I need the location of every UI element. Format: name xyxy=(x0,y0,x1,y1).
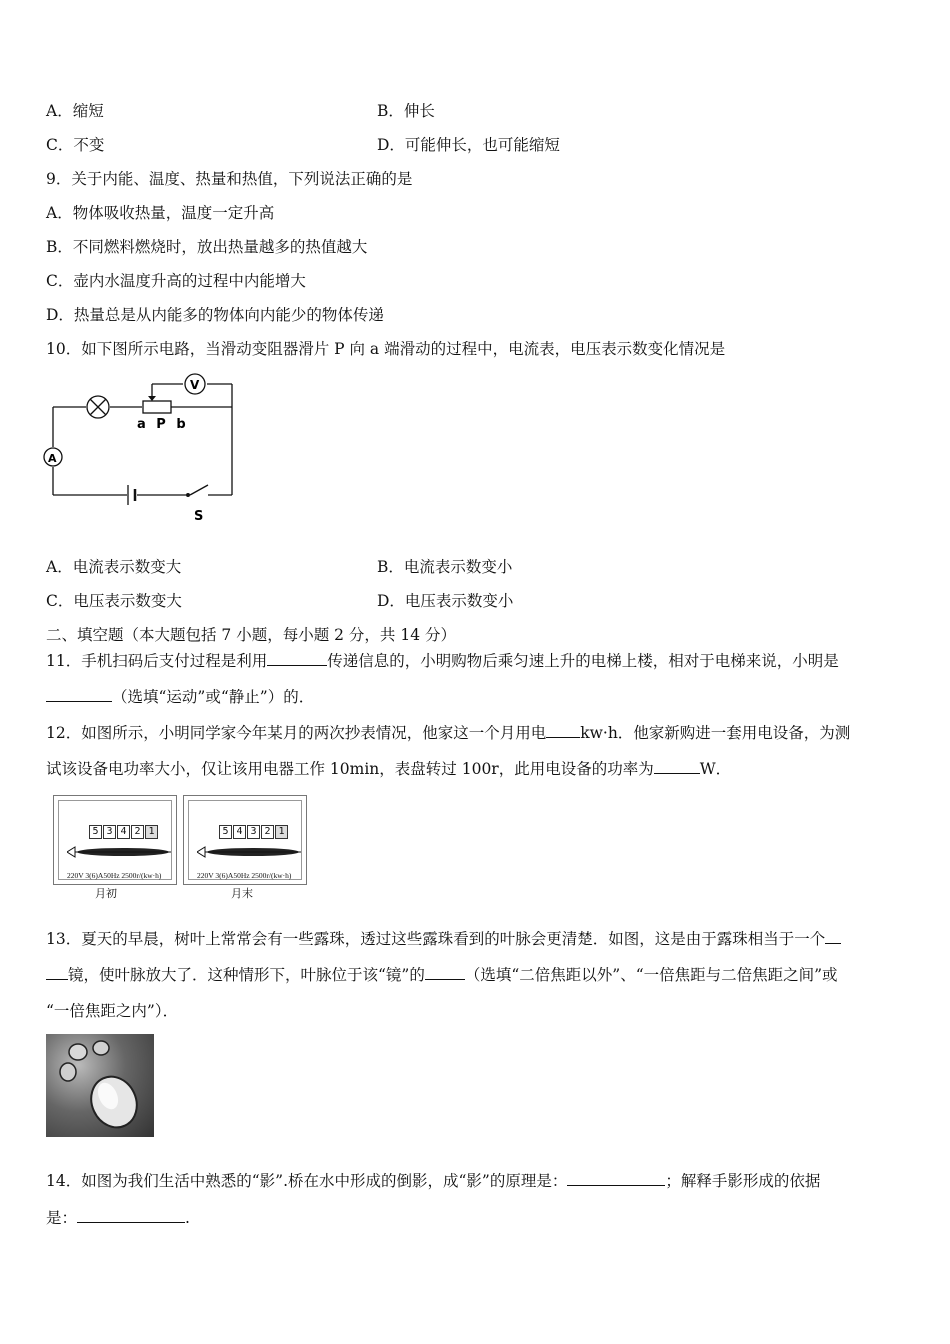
q10-option-a: A．电流表示数变大 xyxy=(46,558,182,576)
q8-option-d: D．可能伸长，也可能缩短 xyxy=(377,136,560,154)
q12-blank-2 xyxy=(654,759,700,774)
q12-text-4: W． xyxy=(699,760,732,778)
q12-text-3: 试该设备电功率大小，仅让该用电器工作 10min，表盘转过 100r，此用电设备的功率为 xyxy=(46,760,654,778)
q12-line-2 xyxy=(46,758,731,780)
meter-disk xyxy=(197,845,303,859)
meter-digit: 5 xyxy=(89,825,102,839)
q9-option-b: B．不同燃料燃烧时，放出热量越多的热值越大 xyxy=(46,238,368,256)
q12-text-1: 12．如图所示，小明同学家今年某月的两次抄表情况，他家这一个月用电 xyxy=(46,724,547,742)
ammeter-symbol xyxy=(44,448,62,466)
meter-digit: 2 xyxy=(131,825,144,839)
section-2-heading: 二、填空题（本大题包括 7 小题，每小题 2 分，共 14 分） xyxy=(46,626,457,644)
switch-label: S xyxy=(194,509,204,524)
meter-digit: 4 xyxy=(233,825,246,839)
battery-symbol xyxy=(128,485,135,505)
meter-start-caption: 月初 xyxy=(95,888,117,900)
meter-start xyxy=(53,795,177,885)
switch-symbol xyxy=(186,493,190,497)
q14-text-3: 是： xyxy=(46,1209,78,1227)
rheostat-symbol xyxy=(143,401,171,413)
q12-blank-1 xyxy=(546,723,580,738)
q11-blank-2 xyxy=(46,687,112,702)
q13-text-3: （选填“二倍焦距以外”、“一倍焦距与二倍焦距之间”或 xyxy=(464,966,838,984)
rheostat-labels: a P b xyxy=(137,417,189,432)
meter-digit: 1 xyxy=(275,825,288,839)
q9-option-a: A．物体吸收热量，温度一定升高 xyxy=(46,204,275,222)
q11-blank-1 xyxy=(267,651,327,666)
meter-end-caption: 月末 xyxy=(231,888,253,900)
circuit-diagram xyxy=(40,370,250,530)
q11-text-3: （选填“运动”或“静止”）的． xyxy=(112,688,315,706)
meter-digit: 2 xyxy=(261,825,274,839)
q8-option-a: A．缩短 xyxy=(46,102,104,120)
q10-stem: 10．如下图所示电路，当滑动变阻器滑片 P 向 a 端滑动的过程中，电流表，电压表示数变化情况是 xyxy=(46,340,726,358)
voltmeter-symbol xyxy=(185,374,205,394)
q10-option-d: D．电压表示数变小 xyxy=(377,592,514,610)
q13-blank-1a xyxy=(825,929,841,944)
q11-text-1: 11．手机扫码后支付过程是利用 xyxy=(46,652,268,670)
meter-spec: 220V 3(6)A50Hz 2500r/(kw·h) xyxy=(197,871,292,880)
q9-option-d: D．热量总是从内能多的物体向内能少的物体传递 xyxy=(46,306,384,324)
meter-start-digits xyxy=(89,825,159,839)
q13-text-1: 13．夏天的早晨，树叶上常常会有一些露珠，透过这些露珠看到的叶脉会更清楚．如图，这是由于露珠相当于一个 xyxy=(46,930,826,948)
q13-blank-1b xyxy=(46,965,68,980)
meter-digit: 1 xyxy=(145,825,158,839)
dewdrop-photo xyxy=(46,1034,154,1137)
q13-line-1 xyxy=(46,928,841,950)
q12-line-1 xyxy=(46,722,850,744)
q14-blank-1 xyxy=(567,1171,665,1186)
meter-digit: 3 xyxy=(103,825,116,839)
meter-end xyxy=(183,795,307,885)
q9-stem: 9．关于内能、温度、热量和热值，下列说法正确的是 xyxy=(46,170,413,188)
q11-text-2: 传递信息的，小明购物后乘匀速上升的电梯上楼，相对于电梯来说，小明是 xyxy=(327,652,839,670)
q12-text-2: kw·h．他家新购进一套用电设备，为测 xyxy=(580,724,851,742)
q11-line-1 xyxy=(46,650,839,672)
q10-option-b: B．电流表示数变小 xyxy=(377,558,513,576)
q14-text-1: 14．如图为我们生活中熟悉的“影”.桥在水中形成的倒影，成“影”的原理是： xyxy=(46,1172,568,1190)
q8-option-c: C．不变 xyxy=(46,136,105,154)
q14-text-2: ；解释手影形成的依据 xyxy=(665,1172,821,1190)
q13-blank-2 xyxy=(425,965,465,980)
q14-line-2 xyxy=(46,1207,190,1229)
meter-digit: 3 xyxy=(247,825,260,839)
meter-disk xyxy=(67,845,173,859)
q9-option-c: C．壶内水温度升高的过程中内能增大 xyxy=(46,272,306,290)
meter-spec: 220V 3(6)A50Hz 2500r/(kw·h) xyxy=(67,871,162,880)
q10-option-c: C．电压表示数变大 xyxy=(46,592,182,610)
meter-digit: 4 xyxy=(117,825,130,839)
meter-digit: 5 xyxy=(219,825,232,839)
ammeter-label: A xyxy=(48,452,57,465)
q14-text-4: . xyxy=(185,1209,190,1227)
q13-line-3: “一倍焦距之内”）． xyxy=(46,1002,179,1020)
q14-blank-2 xyxy=(77,1208,185,1223)
q13-text-2: 镜，使叶脉放大了．这种情形下，叶脉位于该“镜”的 xyxy=(68,966,425,984)
q8-option-b: B．伸长 xyxy=(377,102,435,120)
voltmeter-label: V xyxy=(190,378,200,392)
lamp-symbol xyxy=(87,396,109,418)
meter-end-digits xyxy=(219,825,289,839)
q11-line-2 xyxy=(46,686,314,708)
q14-line-1 xyxy=(46,1170,820,1192)
q13-line-2 xyxy=(46,964,838,986)
